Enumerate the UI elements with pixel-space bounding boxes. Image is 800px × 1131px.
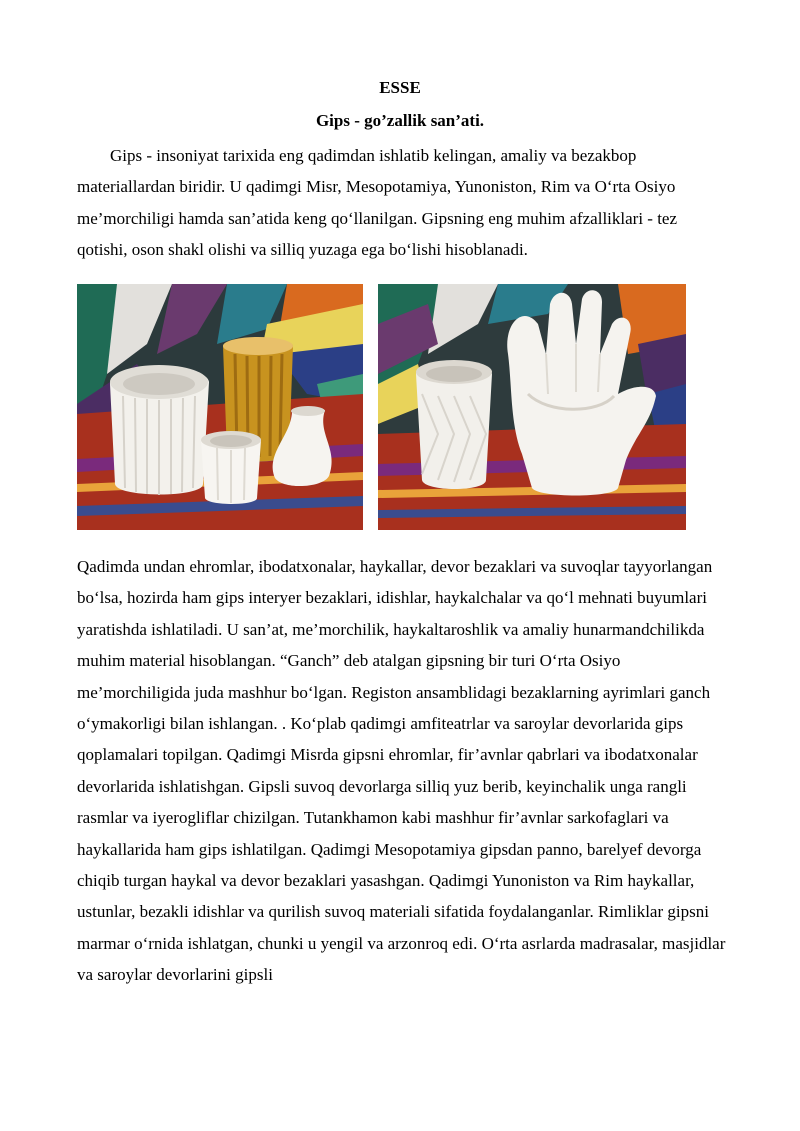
body-paragraph: Qadimda undan ehromlar, ibodatxonalar, haykallar, devor bezaklari va suvoqlar tayyorlangan bo‘lsa, hozirda ham gips interyer bezaklari, idishlar, haykalchalar va qo‘l mehnati buyumlari yaratishda ishlatiladi. U san’at, me’morchilik, haykaltaroshlik va amaliy hunarmandchilikda muhim material hisoblangan. “Ganch” deb atalgan gipsning bir turi O‘rta Osiyo me’morchiligida juda mashhur bo‘lgan. Registon ansamblidagi bezaklarning ayrimlari ganch o‘ymakorligi bilan ishlangan. . Ko‘plab qadimgi amfiteatrlar va saroylar devorlarida gips qoplamalari topilgan. Qadimgi Misrda gipsni ehromlar, fir’avnlar qabrlari va ibodatxonalar devorlarida ishlatishgan. Gipsli suvoq devorlarga silliq yuz berib, keyinchalik unga rangli rasmlar va iyerogliflar chizilgan. Tutankhamon kabi mashhur fir’avnlar sarkofaglari va haykallarida ham gips ishlatilgan. Qadimgi Mesopotamiya gipsdan panno, barelyef devorga chiqib turgan haykal va devor bezaklari yasashgan. Qadimgi Yunoniston va Rim haykallar, ustunlar, bezakli idishlar va qurilish suvoq materiali sifatida foydalanganlar. Rimliklar gipsni marmar o‘rnida ishlatgan, chunki u yengil va arzonroq edi. O‘rta asrlarda madrasalar, masjidlar va saroylar devorlarini gipsli <box>77 557 726 985</box>
photo-plaster-vases <box>77 284 363 530</box>
photo-plaster-hands <box>378 284 686 530</box>
essay-heading: ESSE <box>379 78 421 97</box>
essay-title: Gips - go’zallik san’ati. <box>315 111 485 130</box>
intro-paragraph: Gips - insoniyat tarixida eng qadimdan ishlatib kelingan, amaliy va bezakbop materiallardan biridir. U qadimgi Misr, Mesopotamiya, Yunoniston, Rim va O‘rta Osiyo me’morchiligi hamda san’atida keng qo‘llanilgan. Gipsning eng muhim afzalliklari - tez qotishi, oson shakl olishi va silliq yuzaga ega bo‘lishi hisoblanadi. <box>77 146 678 260</box>
photo-plaster-vases-image <box>77 284 363 530</box>
photo-plaster-hands-image <box>378 284 686 530</box>
